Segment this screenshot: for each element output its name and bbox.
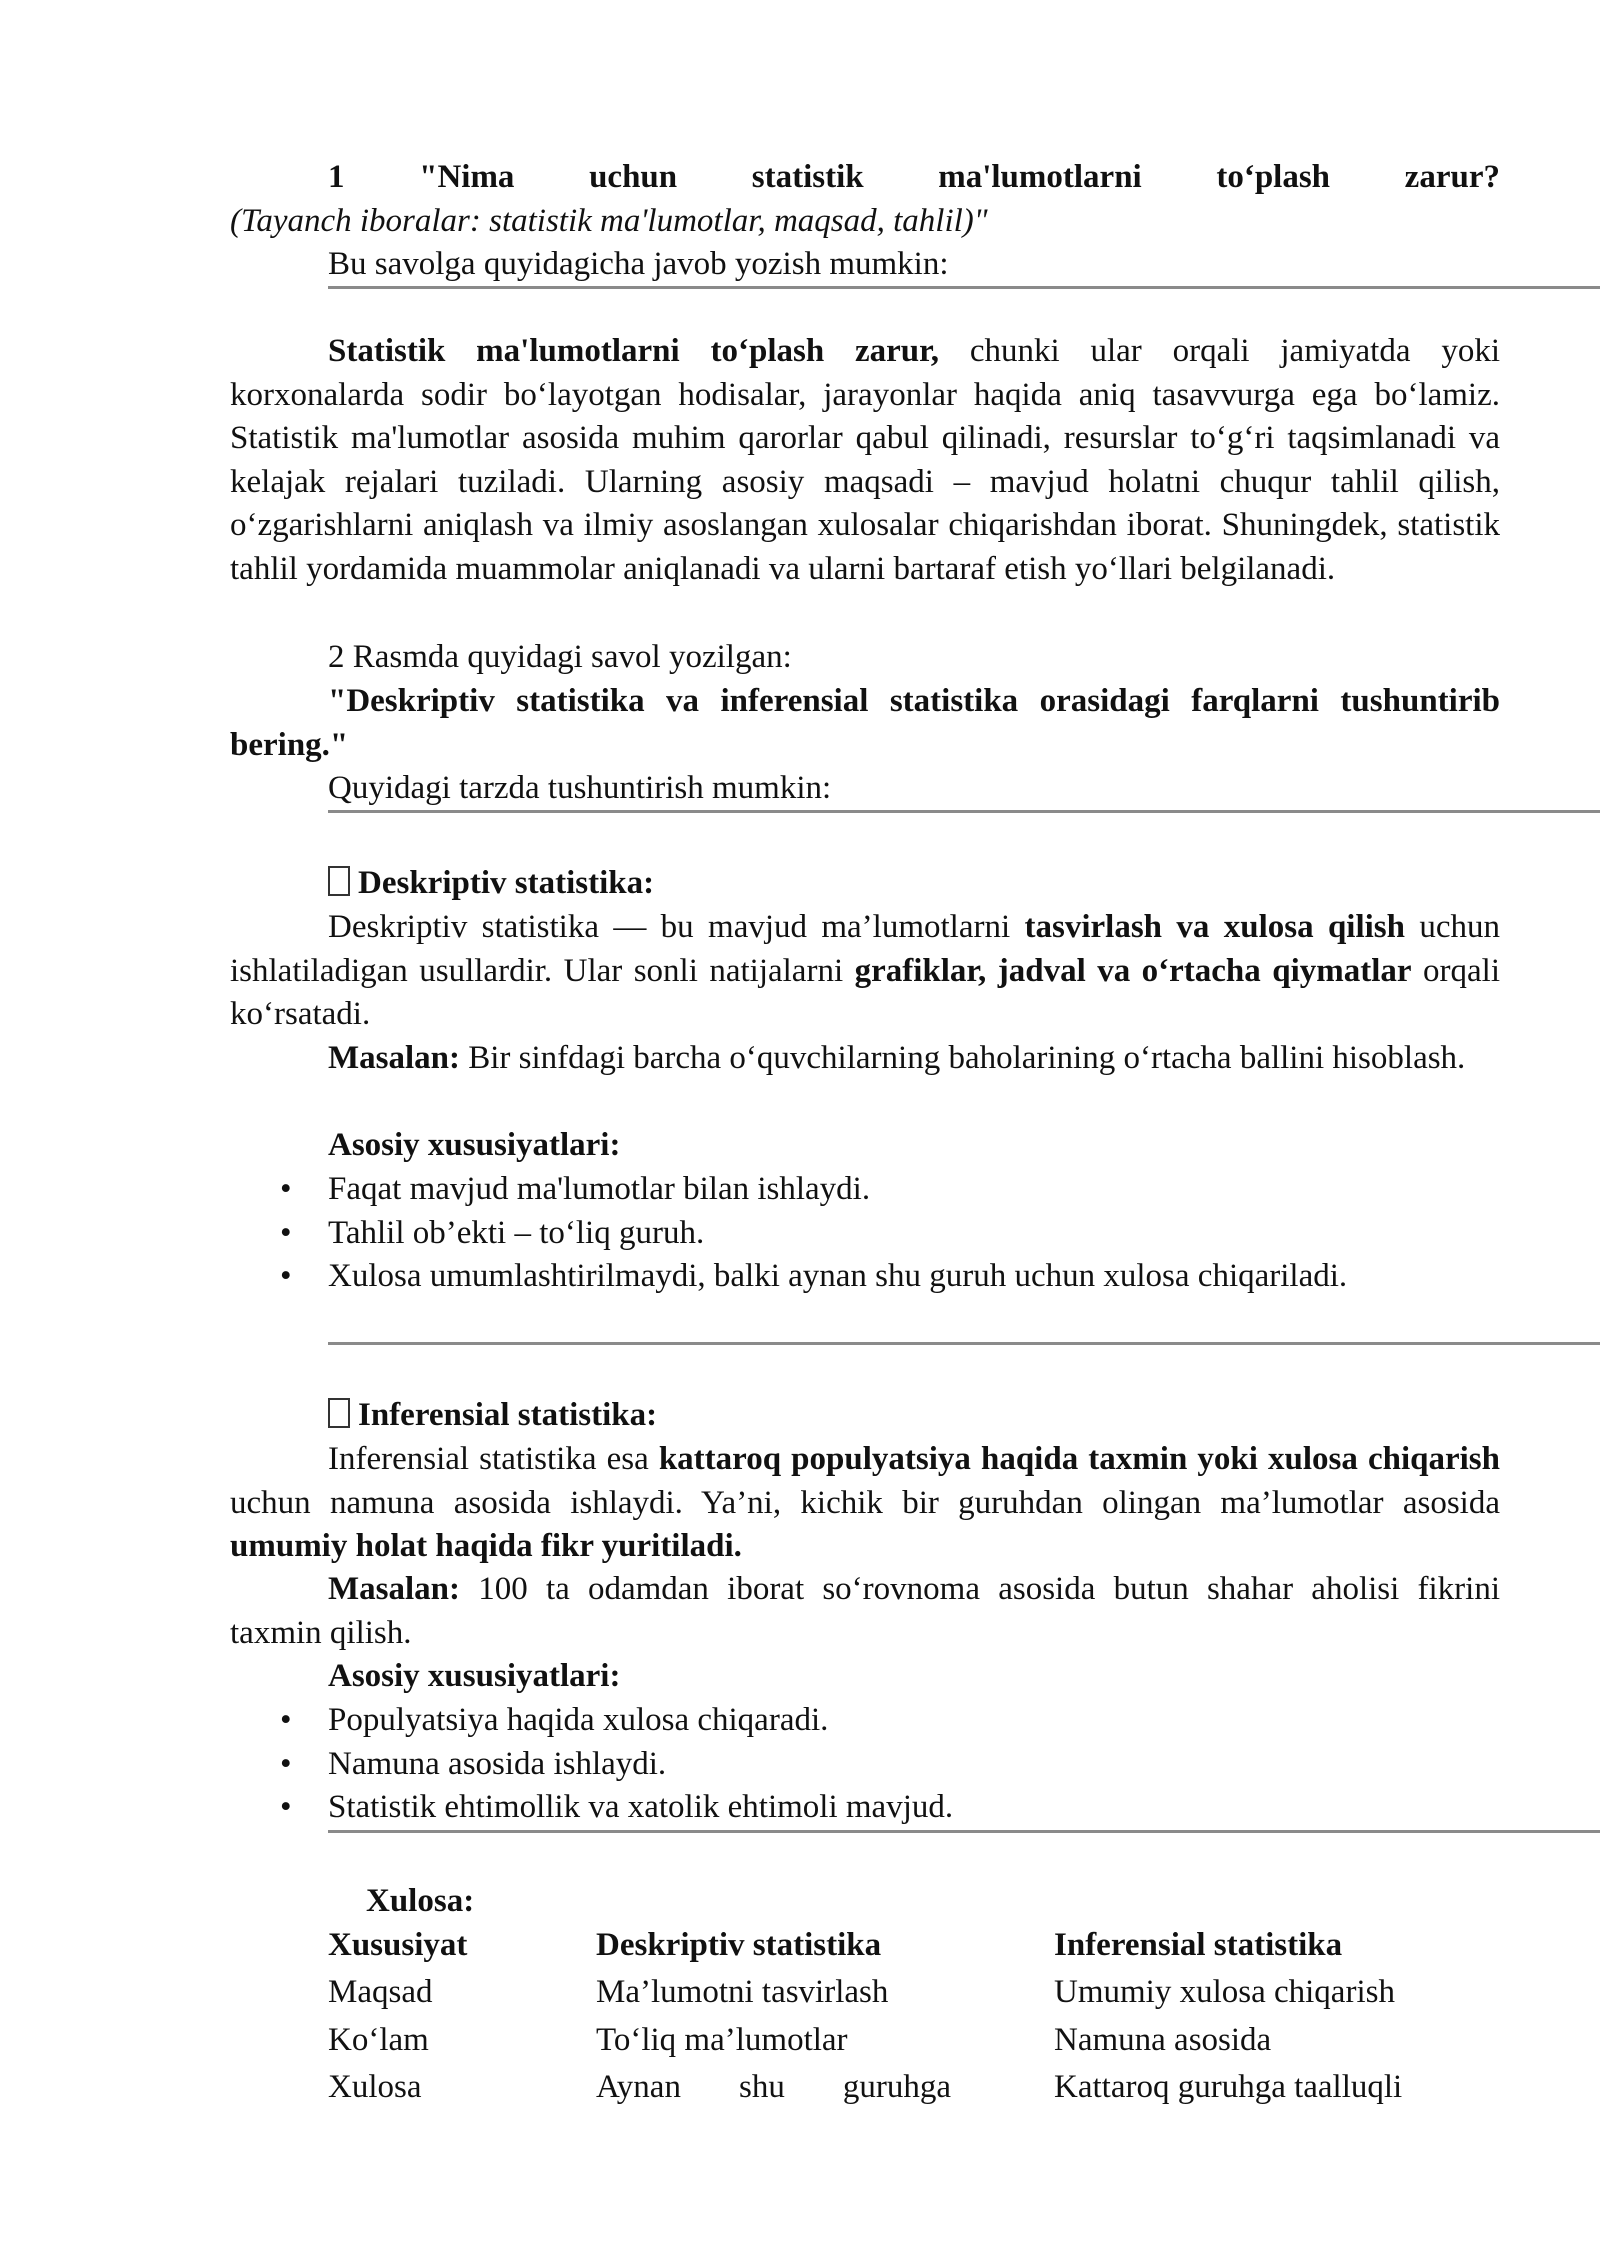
table-cell: Xulosa <box>328 2069 422 2105</box>
inferential-features-list <box>230 1699 1500 1830</box>
inferential-definition <box>230 1438 1500 1569</box>
q1-keywords: (Tayanch iboralar: statistik ma'lumotlar, maqsad, tahlil)" <box>230 203 988 239</box>
bullet-icon: • <box>280 1745 292 1782</box>
q1-intro: Bu savolga quyidagicha javob yozish mumkin: <box>328 246 949 282</box>
divider <box>328 1342 1600 1345</box>
descriptive-def-text: uchun ishlatiladigan usullardir. Ular sonli natijalarni <box>230 909 1500 989</box>
table-cell: Umumiy xulosa chiqarish <box>1054 1974 1395 2010</box>
descriptive-def-text: orqali ko‘rsatadi. <box>230 952 1500 1033</box>
conclusion-title: Xulosa: <box>366 1883 475 1919</box>
q1-answer-lead: Statistik ma'lumotlarni to‘plash zarur, <box>328 333 940 369</box>
q1-heading-word: to‘plash <box>1216 159 1331 195</box>
inferential-def-text: Inferensial statistika esa <box>328 1441 659 1477</box>
bullet-icon: • <box>280 1171 292 1207</box>
table-cell: Aynan shu guruhga <box>596 2069 951 2105</box>
descriptive-features-label: Asosiy xususiyatlari: <box>328 1127 621 1163</box>
table-header: Xususiyat <box>328 1927 468 1963</box>
inferential-def-bold: kattaroq populyatsiya haqida taxmin yoki xulosa chiqarish <box>658 1441 1500 1477</box>
inferential-features-label: Asosiy xususiyatlari: <box>328 1658 621 1694</box>
list-item: • Tahlil ob’ekti – to‘liq guruh. <box>230 1212 1500 1256</box>
table-header: Inferensial statistika <box>1054 1927 1343 1963</box>
list-item: • Statistik ehtimollik va xatolik ehtimoli mavjud. <box>230 1786 1500 1830</box>
bullet-icon: • <box>280 1789 292 1826</box>
descriptive-def-bold: grafiklar, jadval va o‘rtacha qiymatlar <box>854 952 1412 989</box>
divider <box>328 286 1600 289</box>
example-label: Masalan: <box>328 1040 460 1076</box>
bullet-icon: • <box>280 1258 292 1295</box>
q1-heading-word: uchun <box>589 159 678 195</box>
q2-intro: 2 Rasmda quyidagi savol yozilgan: <box>328 639 792 675</box>
descriptive-definition <box>230 906 1500 1037</box>
table-cell: Maqsad <box>328 1974 433 2010</box>
descriptive-def-text: Deskriptiv statistika — bu mavjud ma’lumotlarni <box>328 909 1025 945</box>
descriptive-example <box>230 1037 1500 1081</box>
inferential-def-bold: umumiy holat haqida fikr yuritiladi. <box>230 1528 742 1565</box>
example-text: 100 ta odamdan iborat so‘rovnoma asosida butun shahar aholisi fikrini taxmin qilish. <box>230 1571 1500 1651</box>
descriptive-def-bold: tasvirlash va xulosa qilish <box>1024 909 1405 945</box>
list-item: • Xulosa umumlashtirilmaydi, balki aynan shu guruh uchun xulosa chiqariladi. <box>230 1255 1500 1299</box>
table-header: Deskriptiv statistika <box>596 1927 882 1963</box>
table-cell: Ko‘lam <box>328 2022 429 2058</box>
inferential-title <box>328 1394 1598 1438</box>
q1-heading-word: zarur? <box>1404 159 1500 195</box>
descriptive-features-list <box>230 1168 1500 1299</box>
divider <box>328 810 1600 813</box>
descriptive-title <box>328 862 1598 906</box>
missing-glyph-icon <box>328 866 350 896</box>
q1-heading-word: statistik <box>751 159 864 195</box>
q1-heading-word: ma'lumotlarni <box>938 159 1142 195</box>
q1-heading-word: "Nima <box>419 159 515 195</box>
missing-glyph-icon <box>328 1398 350 1428</box>
q1-answer <box>230 330 1500 592</box>
inferential-def-text: uchun namuna asosida ishlaydi. Ya’ni, kichik bir guruhdan olingan ma’lumotlar asosida <box>230 1484 1500 1521</box>
inferential-title-text: Inferensial statistika: <box>358 1397 658 1433</box>
bullet-icon: • <box>280 1214 292 1251</box>
list-item: • Faqat mavjud ma'lumotlar bilan ishlaydi. <box>230 1168 1500 1212</box>
example-label: Masalan: <box>328 1571 460 1607</box>
descriptive-title-text: Deskriptiv statistika: <box>358 865 655 901</box>
bullet-icon: • <box>280 1702 292 1738</box>
table-cell: To‘liq ma’lumotlar <box>596 2022 848 2058</box>
q2-question: "Deskriptiv statistika va inferensial statistika orasidagi farqlarni tushuntirib bering." <box>230 683 1500 763</box>
q1-heading-word: 1 <box>328 159 345 195</box>
inferential-example <box>230 1568 1500 1655</box>
table-cell: Ma’lumotni tasvirlash <box>596 1974 889 2010</box>
divider <box>328 1830 1600 1833</box>
table-cell: Kattaroq guruhga taalluqli <box>1054 2069 1403 2105</box>
table-cell: Namuna asosida <box>1054 2022 1272 2058</box>
list-item: • Populyatsiya haqida xulosa chiqaradi. <box>230 1699 1500 1743</box>
q1-answer-body: chunki ular orqali jamiyatda yoki korxonalarda sodir bo‘layotgan hodisalar, jarayonlar haqida aniq tasavvurga ega bo‘lamiz. Statistik ma'lumotlar asosida muhim qarorlar qabul qilinadi, resurslar to‘g‘ri taqsimlanadi va kelajak rejalari tuziladi. Ularning asosiy maqsadi – mavjud holatni chuqur tahlil qilish, o‘zgarishlarni aniqlash va ilmiy asoslangan xulosalar chiqarishdan iborat. Shuningdek, statistik tahlil yordamida muammolar aniqlanadi va ularni bartaraf etish yo‘llari belgilanadi. <box>230 333 1500 587</box>
q1-heading <box>328 156 1500 200</box>
list-item: • Namuna asosida ishlaydi. <box>230 1743 1500 1787</box>
example-text: Bir sinfdagi barcha o‘quvchilarning baholarining o‘rtacha ballini hisoblash. <box>460 1040 1466 1076</box>
q2-answer-intro: Quyidagi tarzda tushuntirish mumkin: <box>328 770 832 806</box>
